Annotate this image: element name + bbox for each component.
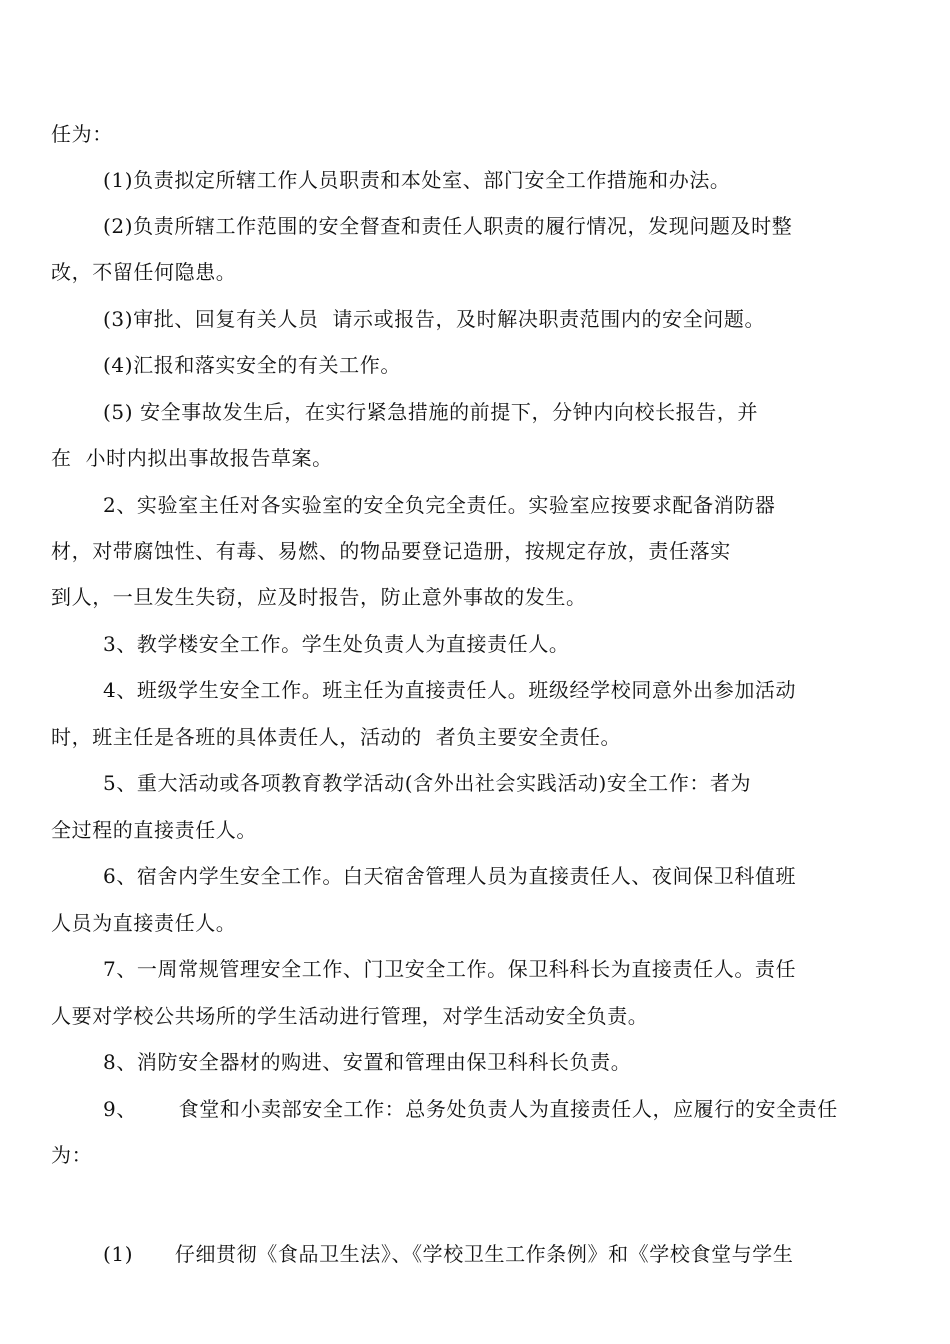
text-line-12: 3、教学楼安全工作。学生处负责人为直接责任人。 [103,632,570,656]
text-line-11: 到人，一旦发生失窃，应及时报告，防止意外事故的发生。 [51,585,587,609]
text-line-9: 2、实验室主任对各实验室的安全负完全责任。实验室应按要求配备消防器 [103,493,776,517]
text-line-22: 9、 食堂和小卖部安全工作：总务处负责人为直接责任人，应履行的安全责任 [103,1097,838,1121]
text-line-8: 在 小时内拟出事故报告草案。 [51,446,333,470]
text-line-17: 6、宿舍内学生安全工作。白天宿舍管理人员为直接责任人、夜间保卫科值班 [103,864,797,888]
text-line-2: (1)负责拟定所辖工作人员职责和本处室、部门安全工作措施和办法。 [103,168,731,192]
text-line-10: 材，对带腐蚀性、有毒、易燃、的物品要登记造册，按规定存放，责任落实 [51,539,731,563]
text-line-3: (2)负责所辖工作范围的安全督查和责任人职责的履行情况，发现问题及时整 [103,214,793,238]
text-line-15: 5、重大活动或各项教育教学活动(含外出社会实践活动)安全工作：者为 [103,771,752,795]
text-line-20: 人要对学校公共场所的学生活动进行管理，对学生活动安全负责。 [51,1004,649,1028]
text-line-5: (3)审批、回复有关人员 请示或报告，及时解决职责范围内的安全问题。 [103,307,766,331]
text-line-13: 4、班级学生安全工作。班主任为直接责任人。班级经学校同意外出参加活动 [103,678,797,702]
text-line-19: 7、一周常规管理安全工作、门卫安全工作。保卫科科长为直接责任人。责任 [103,957,797,981]
text-line-24: (1) 仔细贯彻《食品卫生法》、《学校卫生工作条例》和《学校食堂与学生 [103,1242,794,1266]
text-line-4: 改，不留任何隐患。 [51,260,237,284]
text-line-7: (5) 安全事故发生后，在实行紧急措施的前提下，分钟内向校长报告，并 [103,400,759,424]
text-line-16: 全过程的直接责任人。 [51,818,257,842]
text-line-18: 人员为直接责任人。 [51,911,237,935]
text-line-1: 任为： [51,122,113,146]
text-line-14: 时，班主任是各班的具体责任人，活动的 者负主要安全责任。 [51,725,622,749]
text-line-21: 8、消防安全器材的购进、安置和管理由保卫科科长负责。 [103,1050,632,1074]
text-line-23: 为： [51,1143,93,1167]
text-line-6: (4)汇报和落实安全的有关工作。 [103,353,401,377]
